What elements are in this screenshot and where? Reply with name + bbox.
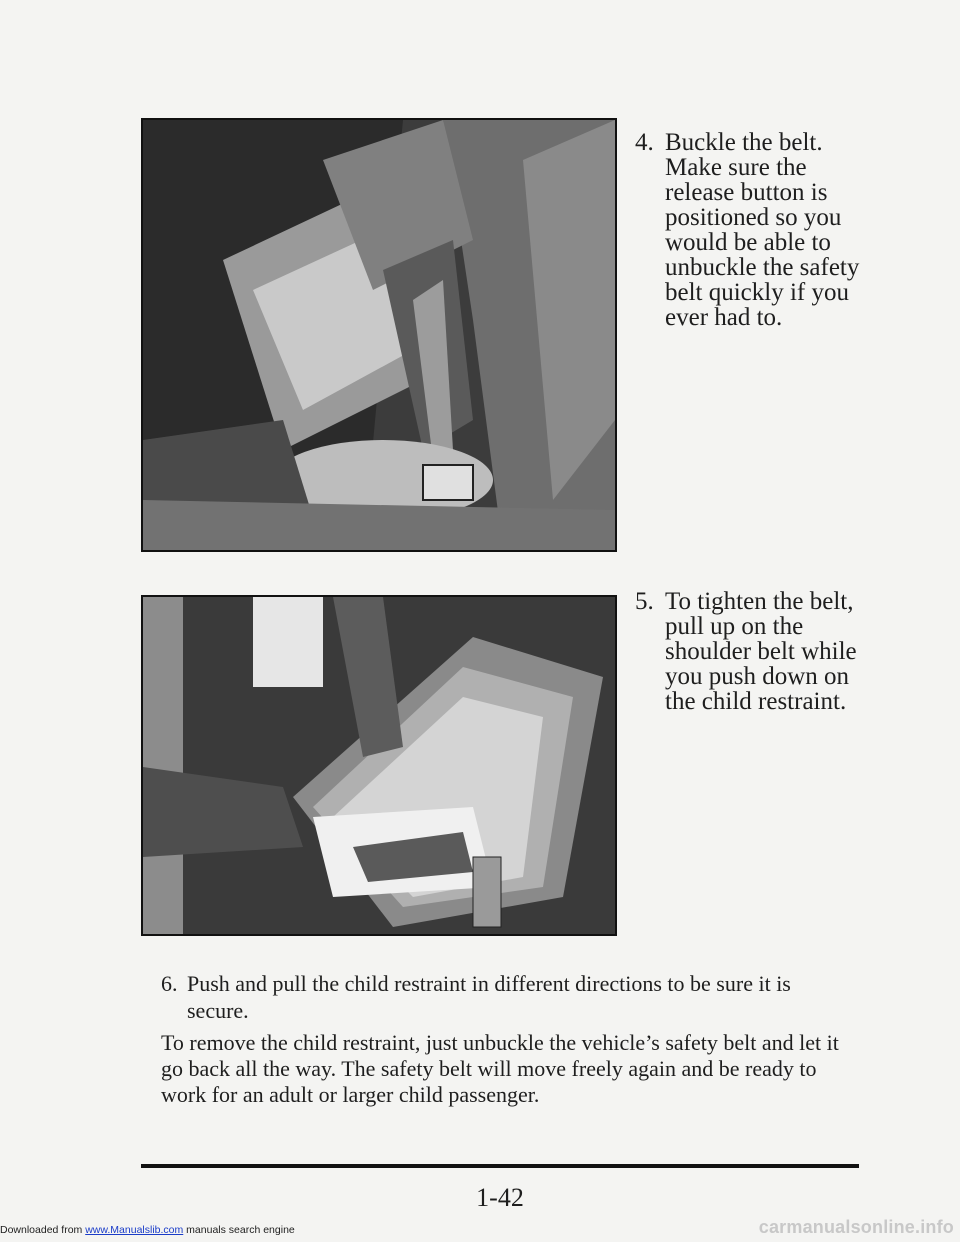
footer-prefix: Downloaded from xyxy=(0,1224,86,1236)
step-5-text: To tighten the belt, pull up on the shoulder belt while you push down on the child restraint. xyxy=(665,588,857,715)
footer-suffix: manuals search engine xyxy=(183,1224,295,1236)
illustration-tighten-belt xyxy=(141,595,617,936)
removal-paragraph: To remove the child restraint, just unbuckle the vehicle’s safety belt and let it go back all the way. The safety belt will move freely again and be ready to work for an adult or larger child passenger. xyxy=(161,1030,839,1107)
watermark: carmanualsonline.info xyxy=(758,1217,954,1237)
page-number: 1-42 xyxy=(476,1183,524,1212)
buckle-photo-svg xyxy=(143,120,615,550)
tighten-photo-svg xyxy=(143,597,615,934)
download-footer xyxy=(0,1224,295,1236)
step-4-number: 4. xyxy=(635,129,654,156)
illustration-buckle-belt xyxy=(141,118,617,552)
step-5-number: 5. xyxy=(635,588,654,615)
step-5 xyxy=(635,589,875,714)
step-6 xyxy=(161,970,861,1024)
step-6-number: 6. xyxy=(161,971,178,996)
step-6-text: Push and pull the child restraint in different directions to be sure it is secure. xyxy=(187,971,791,1023)
manualslib-link[interactable]: www.Manualslib.com xyxy=(85,1224,184,1236)
step-4-text: Buckle the belt. Make sure the release button is positioned so you would be able to unbuckle the safety belt quickly if you ever had to. xyxy=(665,129,860,331)
step-4 xyxy=(635,130,875,330)
footer-rule xyxy=(141,1164,859,1168)
